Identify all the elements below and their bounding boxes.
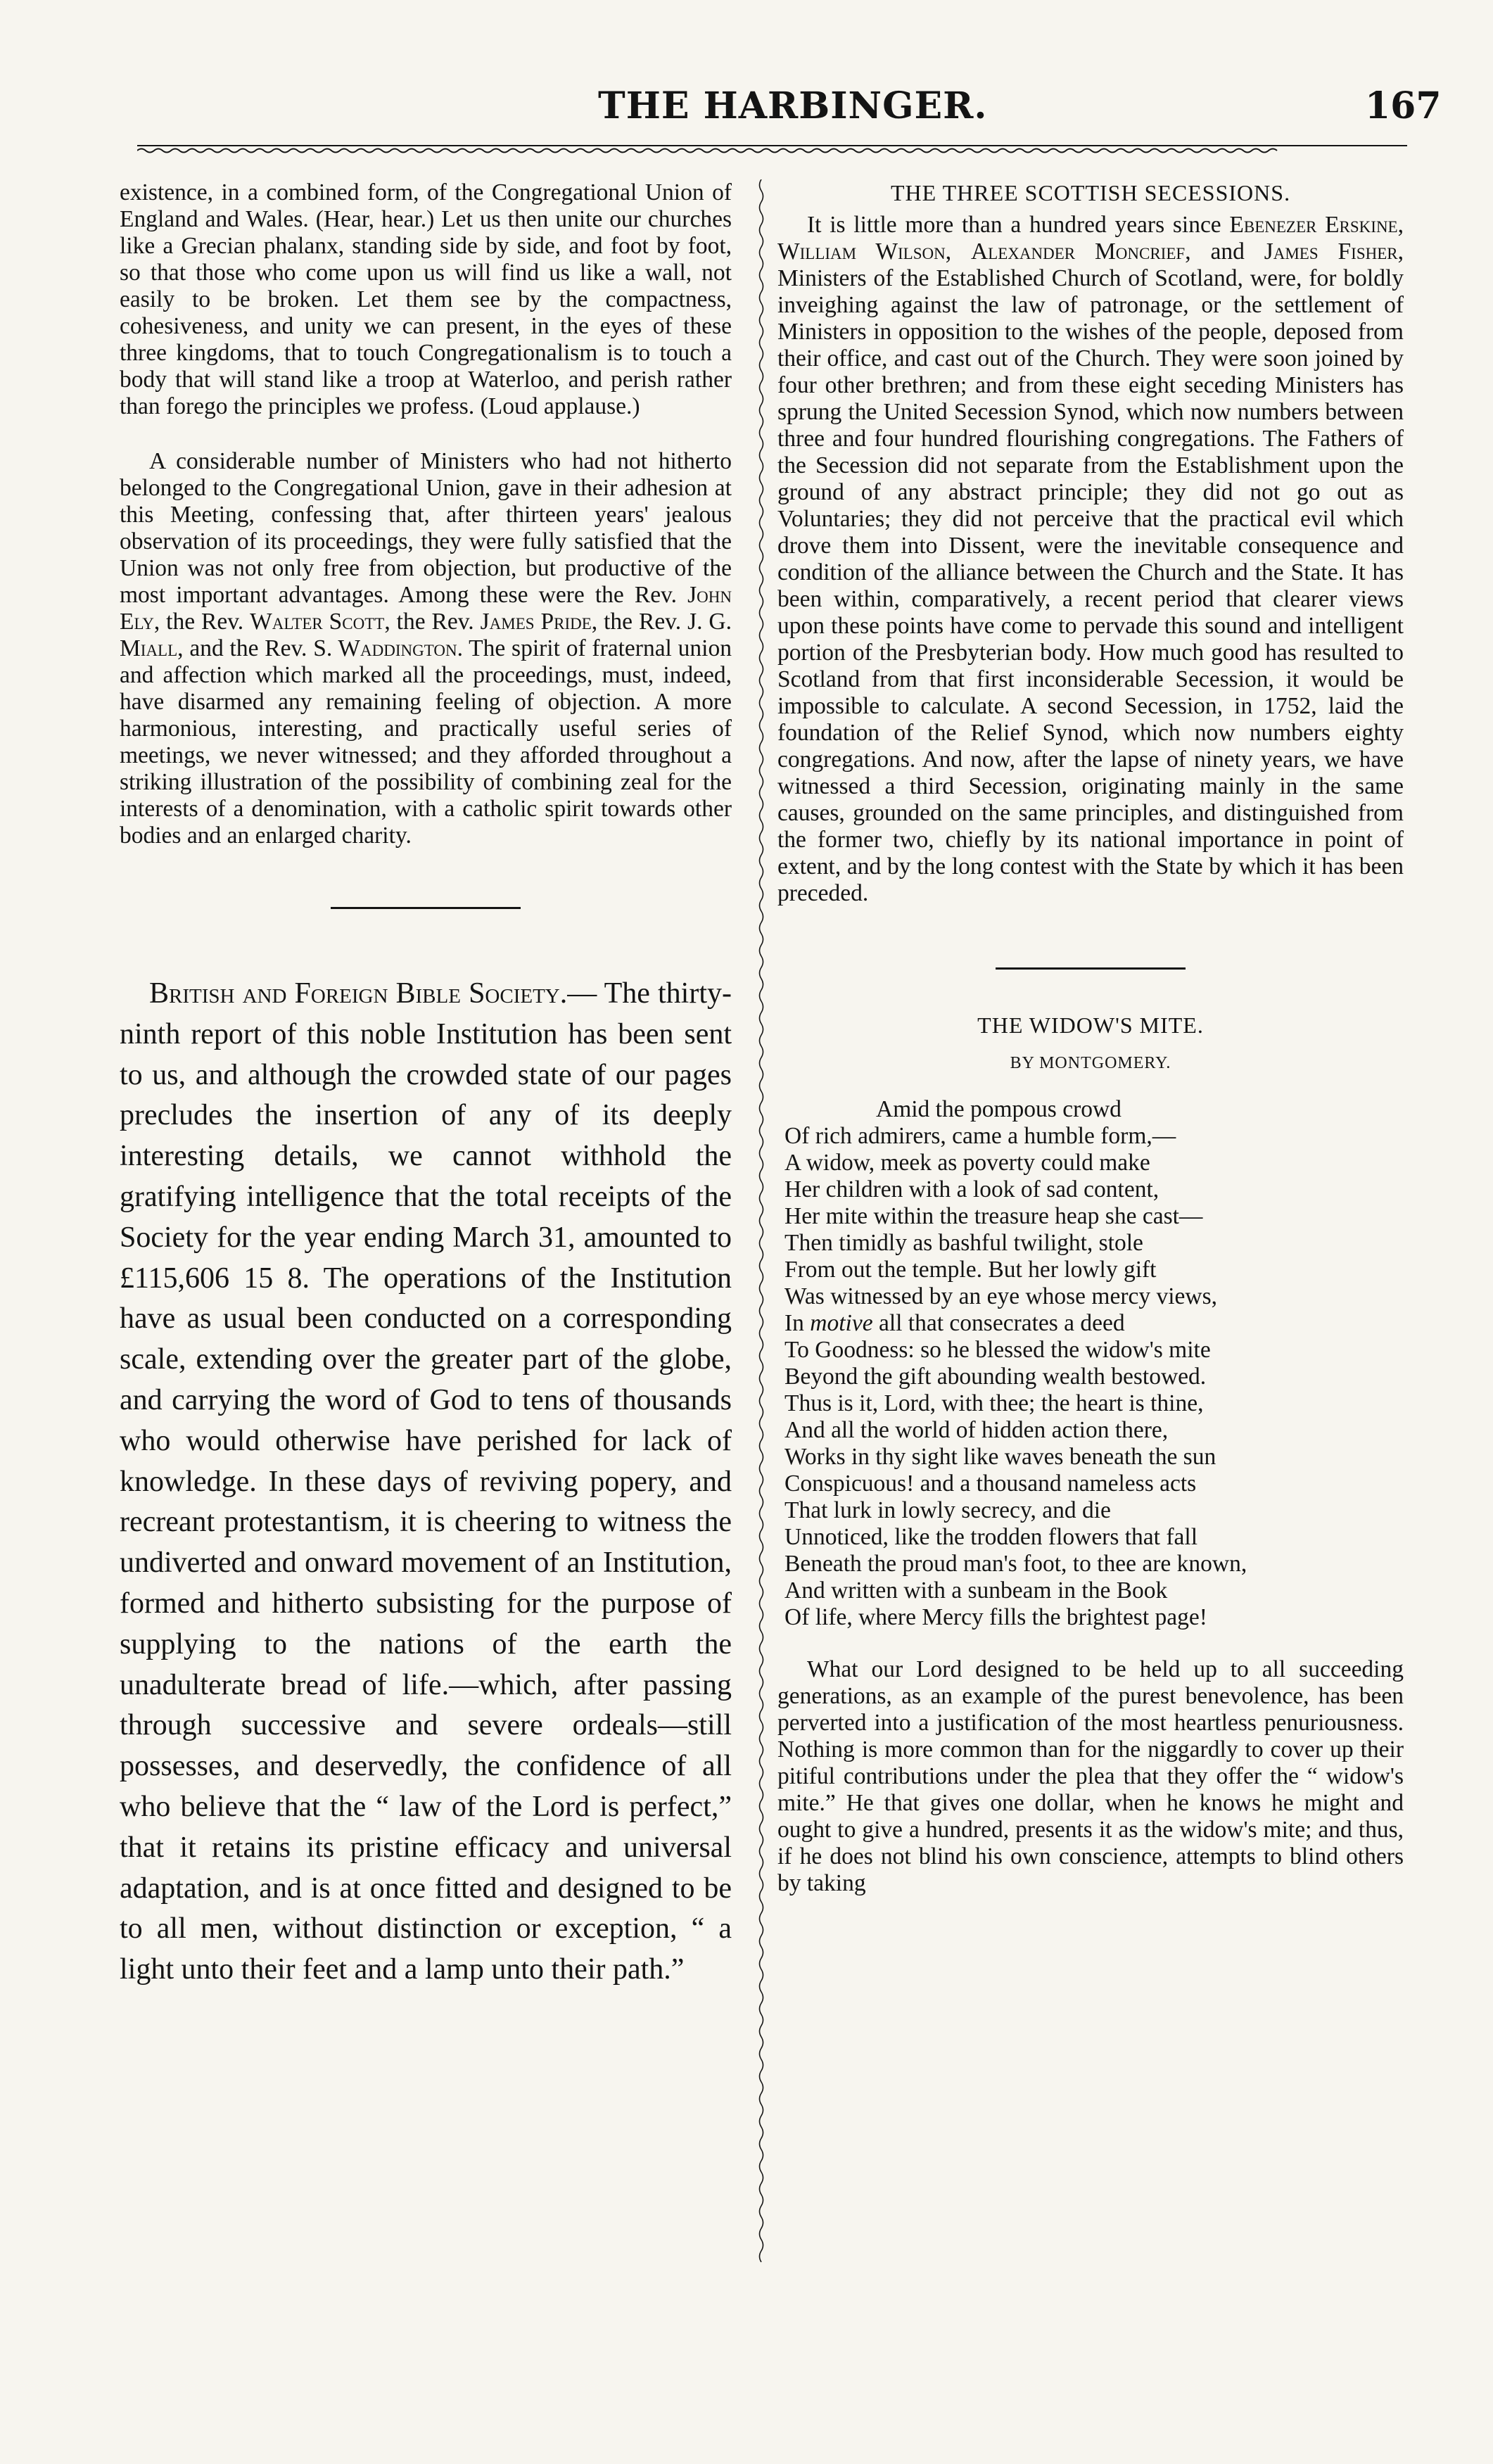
secessions-text: , and — [1185, 239, 1264, 265]
secessions-text: , — [945, 239, 971, 265]
adhesion-text: , and the Rev. — [177, 635, 314, 661]
right-column — [777, 179, 1404, 1897]
adhesion-text-b: . The spirit of fraternal union and affection which marked all the proceedings, must, indeed, have disarmed any remaining feeling of objection. A more harmonious, interesting, and practically useful series of meetings, we never witnessed; and they afforded throughout a striking illustration of the possibility of combining zeal for the interests of a denomination, with a catholic spirit towards other bodies and an enlarged charity. — [120, 635, 732, 849]
paragraph-gap — [120, 420, 732, 448]
page-number: 167 — [1365, 84, 1442, 127]
poem-line: Beneath the proud man's foot, to thee are known, — [784, 1551, 1247, 1577]
bible-society-heading: British and Foreign Bible Society. — [149, 977, 568, 1010]
secessions-text: It is little more than a hundred years since — [807, 212, 1230, 238]
ministers-adhesion-paragraph — [120, 448, 732, 849]
poem-line: Her children with a look of sad content, — [784, 1176, 1160, 1202]
minister-name: Ebenezer Erskine — [1229, 212, 1398, 238]
poem-line: Works in thy sight like waves beneath the sun — [784, 1444, 1216, 1470]
poem-line: Beyond the gift abounding wealth bestowed. — [784, 1364, 1207, 1390]
poem-line: That lurk in lowly secrecy, and die — [784, 1497, 1111, 1523]
poem-line: Amid the pompous crowd — [876, 1096, 1122, 1122]
poem-line: To Goodness: so he blessed the widow's mite — [784, 1337, 1211, 1363]
poem-line: Was witnessed by an eye whose mercy views, — [784, 1283, 1218, 1309]
poem-byline: BY MONTGOMERY. — [1010, 1054, 1171, 1072]
poem — [777, 1096, 1404, 1631]
congregational-speech-paragraph: existence, in a combined form, of the Congregational Union of England and Wales. (Hear, hear.) Let us then unite our churches like a Grecian phalanx, standing side by side, and foot by foot, so that those who come upon us will find us like a wall, not easily to be broken. Let them see by the compactness, cohesiveness, and unity we can present, in the eyes of these three kingdoms, that to touch Congregationalism is to touch a body that will stand like a troop at Waterloo, and perish rather than forego the principles we profess. (Loud applause.) — [120, 179, 732, 419]
poem-text: In — [784, 1310, 811, 1336]
minister-name: S. Waddington — [313, 635, 457, 661]
section-separator — [331, 907, 521, 909]
header-wavy-rule — [137, 144, 1407, 154]
minister-name: J. G. Miall — [120, 609, 732, 661]
poem-line — [777, 1310, 1404, 1337]
widows-mite-paragraph: What our Lord designed to be held up to all succeeding generations, as an example of the purest benevolence, has been perverted into a justification of the most heartless penuriousness. Nothing is more common than for the niggardly to cover up their pitiful contributions under the plea that they offer the “ widow's mite.” He that gives one dollar, when he knows he might and ought to give a hundred, presents it as the widow's mite; and thus, if he does not blind his own conscience, attempts to blind others by taking — [777, 1656, 1404, 1896]
adhesion-text-a: A considerable number of Ministers who had not hitherto belonged to the Congregational Union, gave in their adhesion at this Meeting, confessing that, after thirteen years' jealous observation of its proceedings, they were fully satisfied that the Union was not only free from objection, but productive of the most important advantages. Among these were the Rev. — [120, 448, 732, 608]
poem-line: Of rich admirers, came a humble form,— — [784, 1123, 1176, 1149]
minister-name: James Fisher — [1264, 239, 1398, 265]
scottish-secessions-heading: THE THREE SCOTTISH SECESSIONS. — [890, 180, 1291, 205]
widows-mite-heading: THE WIDOW'S MITE. — [977, 1012, 1204, 1038]
poem-line: A widow, meek as poverty could make — [784, 1150, 1150, 1176]
poem-line: From out the temple. But her lowly gift — [784, 1257, 1157, 1283]
bible-society-paragraph — [120, 974, 732, 1990]
poem-text: all that consecrates a deed — [872, 1310, 1125, 1336]
poem-line: Unnoticed, like the trodden flowers that fall — [784, 1524, 1198, 1550]
poem-line: Conspicuous! and a thousand nameless acts — [784, 1471, 1197, 1497]
poem-line: Of life, where Mercy fills the brightest page! — [784, 1604, 1207, 1630]
poem-line: And written with a sunbeam in the Book — [784, 1577, 1168, 1603]
left-column — [120, 179, 732, 1990]
poem-line: And all the world of hidden action there, — [784, 1417, 1169, 1443]
poem-italic-word: motive — [810, 1310, 873, 1336]
running-title: THE HARBINGER. — [598, 84, 988, 127]
minister-name: Walter Scott — [250, 609, 385, 635]
scottish-secessions-paragraph — [777, 212, 1404, 907]
poem-line: Thus is it, Lord, with thee; the heart is thine, — [784, 1390, 1204, 1416]
bible-society-text: — The thirty-ninth report of this noble Institution has been sent to us, and although the crowded state of our pages precludes the insertion of any of its deeply interesting details, we cannot withhold the gratifying intelligence that the total receipts of the Society for the year ending March 31, amounted to £115,606 15 8. The operations of the Institution have as usual been conducted on a corresponding scale, extending over the greater part of the globe, and carrying the word of God to tens of thousands who would otherwise have perished for lack of knowledge. In these days of reviving popery, and recreant protestantism, it is cheering to witness the undiverted and onward movement of an Institution, formed and hitherto subsisting for the purpose of supplying to the nations of the earth the unadulterate bread of life.—which, after passing through successive and severe ordeals—still possesses, and deservedly, the confidence of all who believe that the “ law of the Lord is perfect,” that it retains its pristine efficacy and universal adaptation, and is at once fitted and designed to be to all men, without distinction or exception, “ a light unto their feet and a lamp unto their path.” — [120, 977, 732, 1986]
secessions-text: , Ministers of the Established Church of Scotland, were, for boldly inveighing against the law of patronage, or the settlement of Ministers in opposition to the wishes of the people, deposed from their office, and cast out of the Church. They were soon joined by four other brethren; and from these eight seceding Ministers has sprung the United Secession Synod, which now numbers between three and four hundred flourishing congregations. The Fathers of the Secession did not separate from the Establishment upon the ground of any abstract principle; they did not go out as Voluntaries; they did not perceive that the practical evil which drove them into Dissent, were the inevitable consequence and condition of the alliance between the Church and the State. It has been within, comparatively, a recent period that clearer views upon these points have come to pervade this sound and intelligent portion of the Presbyterian body. How much good has resulted to Scotland from that first inconsiderable Secession, it would be impossible to calculate. A second Secession, in 1752, laid the foundation of the Relief Synod, which now numbers eighty congregations. And now, after the lapse of ninety years, we have witnessed a third Secession, originating mainly in the same causes, grounded on the same principles, and distinguished from the former two, chiefly by its national importance in point of extent, and by the long contest with the State by which it has been preceded. — [777, 239, 1404, 906]
adhesion-text: , the Rev. — [591, 609, 688, 635]
minister-name: Alexander Moncrief — [970, 239, 1186, 265]
adhesion-text: , the Rev. — [153, 609, 250, 635]
section-separator — [996, 967, 1186, 970]
column-divider — [754, 179, 768, 2382]
minister-name: James Pride — [480, 609, 592, 635]
secessions-text: , — [1397, 212, 1404, 238]
minister-name: William Wilson — [777, 239, 946, 265]
poem-line: Her mite within the treasure heap she cast— — [784, 1203, 1203, 1229]
minister-name: John Ely — [120, 582, 732, 635]
adhesion-text: , the Rev. — [384, 609, 481, 635]
poem-line: Then timidly as bashful twilight, stole — [784, 1230, 1143, 1256]
